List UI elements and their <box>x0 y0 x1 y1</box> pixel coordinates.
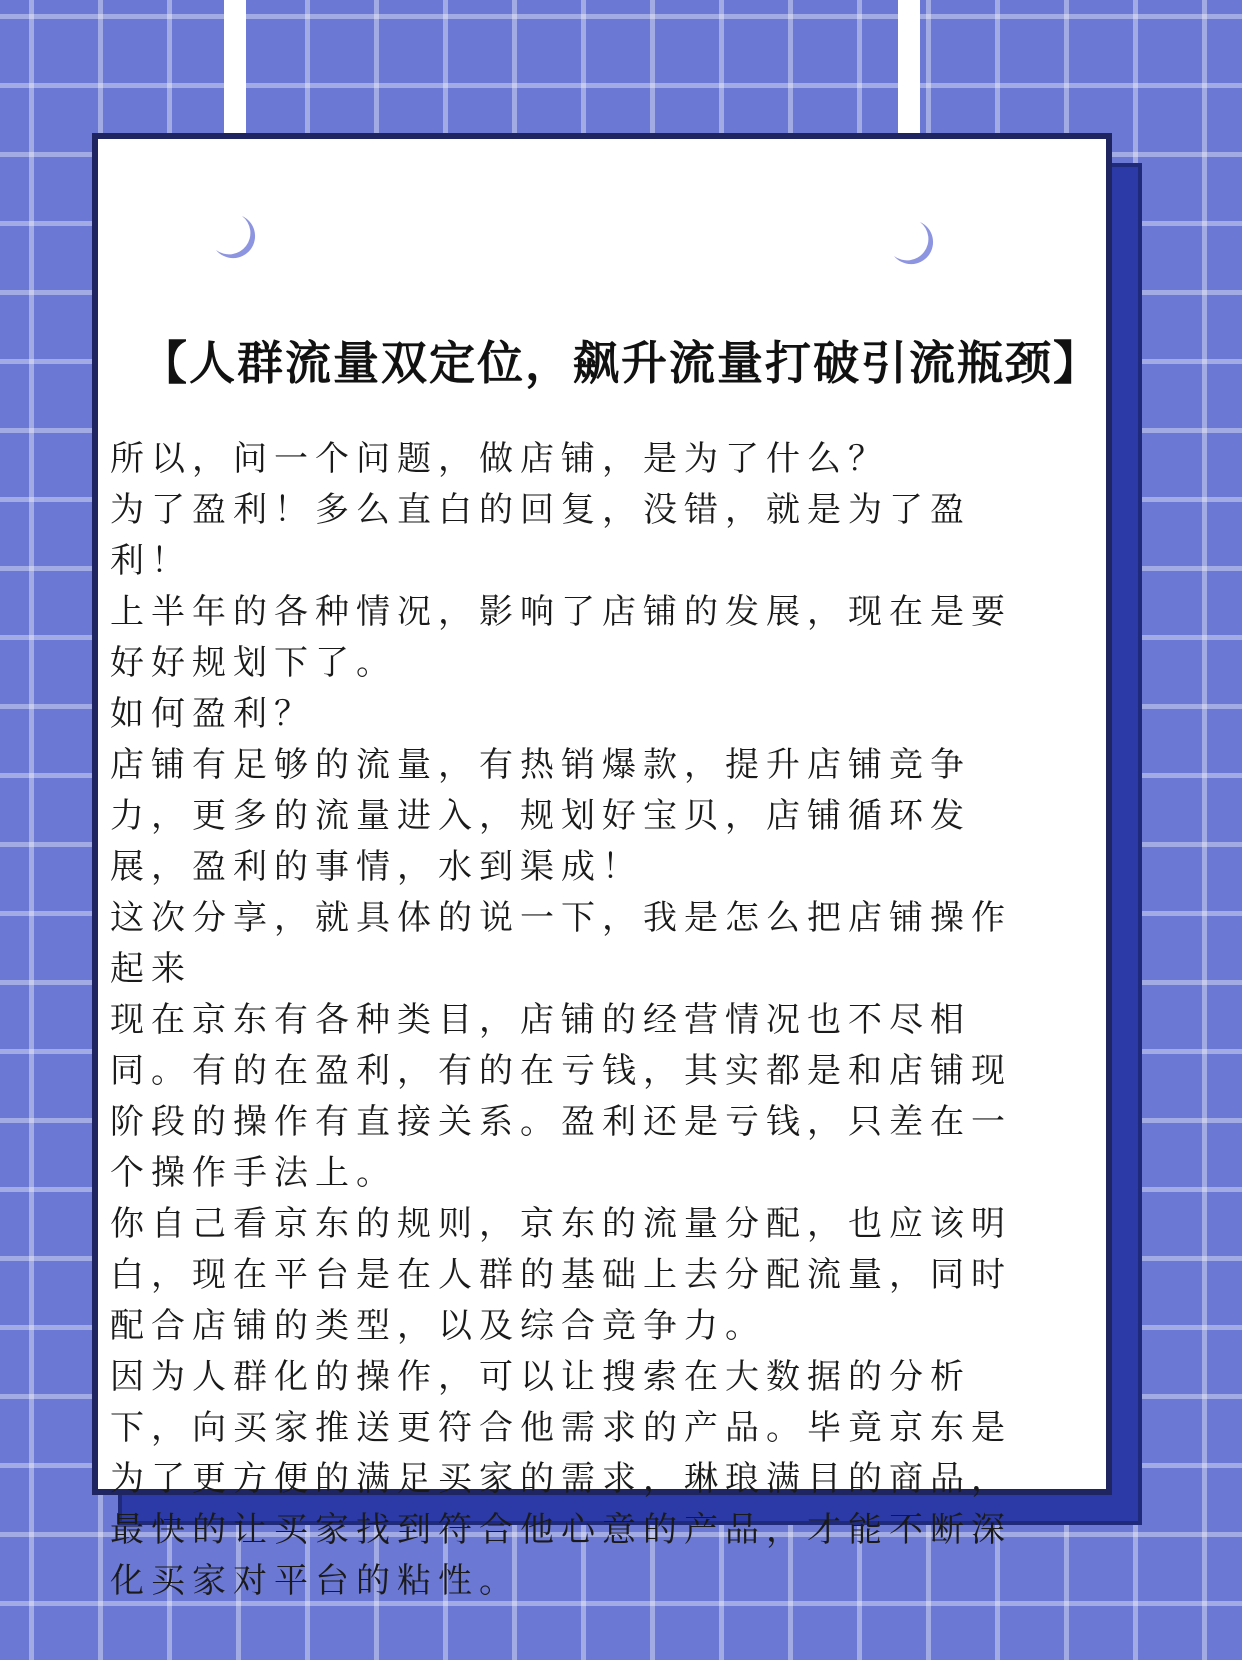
hanger-post-right <box>898 0 920 140</box>
paragraph: 上半年的各种情况，影响了店铺的发展，现在是要好好规划下了。 <box>110 592 1012 683</box>
paragraph: 如何盈利？ <box>110 694 315 734</box>
paragraph: 这次分享，就具体的说一下，我是怎么把店铺操作起来 <box>110 898 1012 989</box>
paragraph: 店铺有足够的流量，有热销爆款，提升店铺竞争力，更多的流量进入，规划好宝贝，店铺循环发展，盈利的事情，水到渠成！ <box>110 745 971 887</box>
article-title: 【人群流量双定位，飙升流量打破引流瓶颈】 <box>141 336 1101 390</box>
article-body <box>110 434 1050 1607</box>
hanger-post-left <box>224 0 246 140</box>
paragraph: 现在京东有各种类目，店铺的经营情况也不尽相同。有的在盈利，有的在亏钱，其实都是和店铺现阶段的操作有直接关系。盈利还是亏钱，只差在一个操作手法上。 <box>110 1000 1012 1193</box>
paragraph: 所以，问一个问题，做店铺，是为了什么？ <box>110 439 889 479</box>
paragraph: 为了盈利！多么直白的回复，没错，就是为了盈利！ <box>110 490 971 581</box>
paragraph: 你自己看京东的规则，京东的流量分配，也应该明白，现在平台是在人群的基础上去分配流量，同时配合店铺的类型，以及综合竞争力。 <box>110 1204 1012 1346</box>
paragraph: 因为人群化的操作，可以让搜索在大数据的分析下，向买家推送更符合他需求的产品。毕竟京东是为了更方便的满足买家的需求，琳琅满目的商品，最快的让买家找到符合他心意的产品，才能不断深化买家对平台的粘性。 <box>110 1357 1012 1601</box>
crescent-moon-icon <box>212 212 262 262</box>
crescent-moon-icon <box>890 218 940 268</box>
